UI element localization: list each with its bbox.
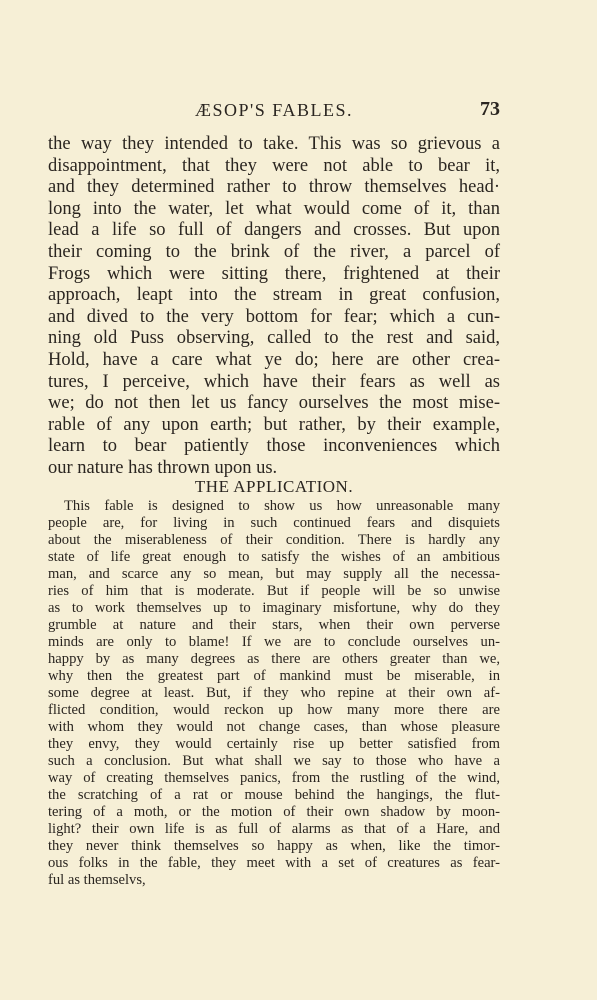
text-line: This fable is designed to show us how unreasonable many (64, 498, 500, 514)
text-line: grumble at nature and their stars, when their own perverse (48, 617, 500, 633)
text-line: as to work themselves up to imaginary misfortune, why do they (48, 600, 500, 616)
text-line: ning old Puss observing, called to the rest and said, (48, 328, 500, 349)
text-line: approach, leapt into the stream in great confusion, (48, 285, 500, 306)
text-line: ries of him that is moderate. But if people will be so unwise (48, 583, 500, 599)
text-line: the way they intended to take. This was so grievous a (48, 134, 500, 154)
text-line: such a conclusion. But what shall we say to those who have a (48, 753, 500, 769)
text-line: some degree at least. But, if they who repine at their own af- (48, 685, 500, 701)
text-line: and they determined rather to throw themselves head· (48, 177, 500, 198)
text-line: with whom they would not change cases, than whose pleasure (48, 719, 500, 735)
page-number: 73 (480, 98, 500, 120)
text-line: the scratching of a rat or mouse behind the hangings, the flut- (48, 787, 500, 803)
text-line: their coming to the brink of the river, a parcel of (48, 241, 500, 262)
text-line: happy by as many degrees as there are others greater than we, (48, 651, 500, 667)
text-line: they never think themselves so happy as when, like the timor- (48, 838, 500, 854)
text-line: rable of any upon earth; but rather, by their example, (48, 414, 500, 435)
text-line: light? their own life is as full of alarms as that of a Hare, and (48, 821, 500, 837)
text-line: disappointment, that they were not able to bear it, (48, 155, 500, 176)
application-heading: THE APPLICATION. (194, 477, 354, 496)
text-line: minds are only to blame! If we are to conclude ourselves un- (48, 634, 500, 650)
text-line: Frogs which were sitting there, frightened at their (48, 263, 500, 284)
running-head (48, 100, 500, 124)
text-line: long into the water, let what would come of it, than (48, 198, 500, 219)
text-line: flicted condition, would reckon up how many more there are (48, 702, 500, 718)
text-line: they envy, they would certainly rise up better satisfied from (48, 736, 500, 752)
text-line: about the miserableness of their condition. There is hardly any (48, 532, 500, 548)
text-line: tures, I perceive, which have their fears as well as (48, 371, 500, 392)
running-head-title: ÆSOP'S FABLES. (195, 100, 353, 120)
text-line: way of creating themselves panics, from the rustling of the wind, (48, 770, 500, 786)
text-line: learn to bear patiently those inconveniences which (48, 436, 500, 457)
application-text (48, 498, 500, 889)
text-line: people are, for living in such continued fears and disquiets (48, 515, 500, 531)
text-line: Hold, have a care what ye do; here are other crea- (48, 349, 500, 370)
text-line: ful as themselvs, (48, 872, 146, 888)
text-line: and dived to the very bottom for fear; which a cun- (48, 306, 500, 327)
text-line: why then the greatest part of mankind must be miserable, in (48, 668, 500, 684)
text-line: tering of a moth, or the motion of their own shadow by moon- (48, 804, 500, 820)
fable-text (48, 134, 500, 480)
text-line: state of life great enough to satisfy the wishes of an ambitious (48, 549, 500, 565)
text-line: we; do not then let us fancy ourselves the most mise- (48, 393, 500, 414)
text-line: ous folks in the fable, they meet with a set of creatures as fear- (48, 855, 500, 871)
text-line: our nature has thrown upon us. (48, 457, 278, 478)
text-line: lead a life so full of dangers and crosses. But upon (48, 220, 500, 241)
text-line: man, and scarce any so mean, but may supply all the necessa- (48, 566, 500, 582)
